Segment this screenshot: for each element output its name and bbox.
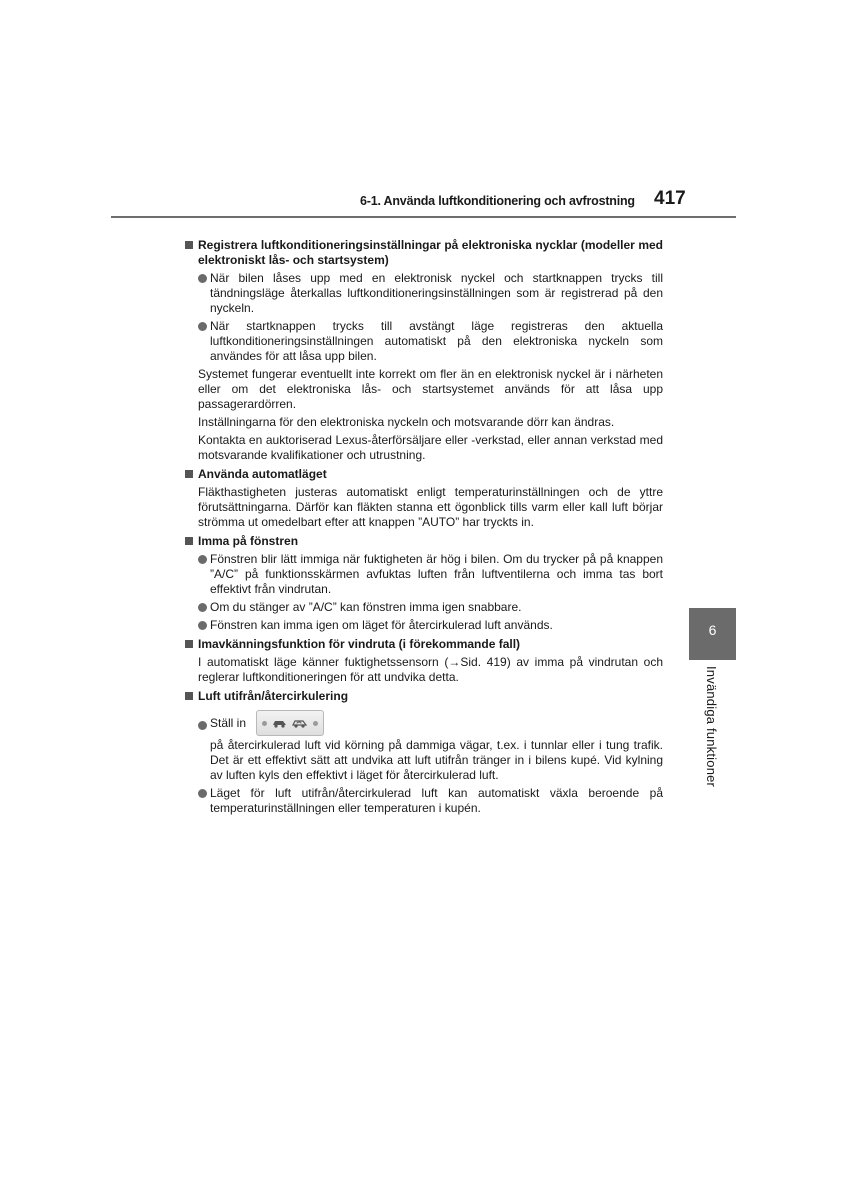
circle-bullet-icon — [198, 721, 207, 730]
indicator-led-icon — [262, 721, 267, 726]
circle-bullet-icon — [198, 789, 207, 798]
inline-text-before: Ställ in — [210, 715, 247, 730]
circle-bullet-icon — [198, 555, 207, 564]
list-item: När bilen låses upp med en elektronisk nyckel och startknappen trycks till tändningsläge återkallas luftkonditioneringsinställningen som är registrerad på den nyckeln. — [185, 271, 663, 316]
header-divider — [111, 216, 736, 218]
square-bullet-icon — [185, 537, 193, 545]
section-fog-detection — [185, 637, 663, 685]
inline-text-after: på återcirkulerad luft vid körning på dammiga vägar, t.ex. i tunnlar eller i tung trafik. Det är ett effektivt sätt att undvika att luft utifrån tränger in i bilens kupé. Vid kylning av luften kyls den effektivt i läget för återcirkulerad luft. — [210, 738, 663, 782]
paragraph: I automatiskt läge känner fuktighetssensorn (→Sid. 419) av imma på vindrutan och reglerar luftkonditioneringen för att undvika detta. — [198, 655, 663, 684]
recirculated-air-car-icon — [292, 718, 308, 728]
section-title: 6-1. Använda luftkonditionering och avfrostning — [360, 194, 635, 208]
list-item: När startknappen trycks till avstängt läge registreras den aktuella luftkonditioneringsinställningen automatiskt på den elektroniska nyckeln som användes för att låsa upp bilen. — [185, 319, 663, 364]
paragraph: Systemet fungerar eventuellt inte korrekt om fler än en elektronisk nyckel är i närheten eller om det elektroniska lås- och startsystemet används för att låsa upp passagerardörren. — [198, 367, 663, 411]
circle-bullet-icon — [198, 621, 207, 630]
section-auto-mode — [185, 467, 663, 530]
section-air-recirculation — [185, 689, 663, 816]
list-item — [185, 710, 663, 783]
paragraph: Kontakta en auktoriserad Lexus-återförsäljare eller -verkstad, eller annan verkstad med motsvarande kvalifikationer och utrustning. — [198, 433, 663, 462]
square-bullet-icon — [185, 640, 193, 648]
square-bullet-icon — [185, 470, 193, 478]
chapter-label: Invändiga funktioner — [704, 666, 719, 788]
paragraph: Fläkthastigheten justeras automatiskt enligt temperaturinställningen och de yttre förutsättningarna. Därför kan fläkten stanna ett ögonblick tills varm eller kall luft börjar strömma ut omedelbart efter att knappen ”AUTO” har tryckts in. — [198, 485, 663, 529]
list-item: Fönstren kan imma igen om läget för återcirkulerad luft används. — [185, 618, 663, 633]
list-item: Läget för luft utifrån/återcirkulerad luft kan automatiskt växla beroende på temperaturinställningen eller temperaturen i kupén. — [185, 786, 663, 816]
circle-bullet-icon — [198, 274, 207, 283]
section-heading: Luft utifrån/återcirkulering — [185, 689, 663, 704]
circle-bullet-icon — [198, 322, 207, 331]
circle-bullet-icon — [198, 603, 207, 612]
section-key-registration — [185, 238, 663, 463]
square-bullet-icon — [185, 692, 193, 700]
indicator-led-icon — [313, 721, 318, 726]
square-bullet-icon — [185, 241, 193, 249]
section-heading: Imma på fönstren — [185, 534, 663, 549]
page-number: 417 — [654, 188, 686, 209]
section-heading: Registrera luftkonditioneringsinställningar på elektroniska nycklar (modeller med elektroniskt lås- och startsystem) — [185, 238, 663, 268]
page-content — [185, 238, 663, 819]
section-heading: Använda automatläget — [185, 467, 663, 482]
outside-air-car-icon — [272, 718, 288, 728]
chapter-tab: 6 — [689, 608, 736, 660]
section-heading: Imavkänningsfunktion för vindruta (i förekommande fall) — [185, 637, 663, 652]
list-item: Fönstren blir lätt immiga när fuktigheten är hög i bilen. Om du trycker på på knappen ”A/C” på funktionsskärmen avfuktas luften från luftventilerna och imma tas bort effektivt från vindrutan. — [185, 552, 663, 597]
paragraph: Inställningarna för den elektroniska nyckeln och motsvarande dörr kan ändras. — [198, 415, 615, 429]
section-window-fog — [185, 534, 663, 633]
list-item: Om du stänger av ”A/C” kan fönstren imma igen snabbare. — [185, 600, 663, 615]
recirculation-button-icon — [256, 710, 324, 736]
